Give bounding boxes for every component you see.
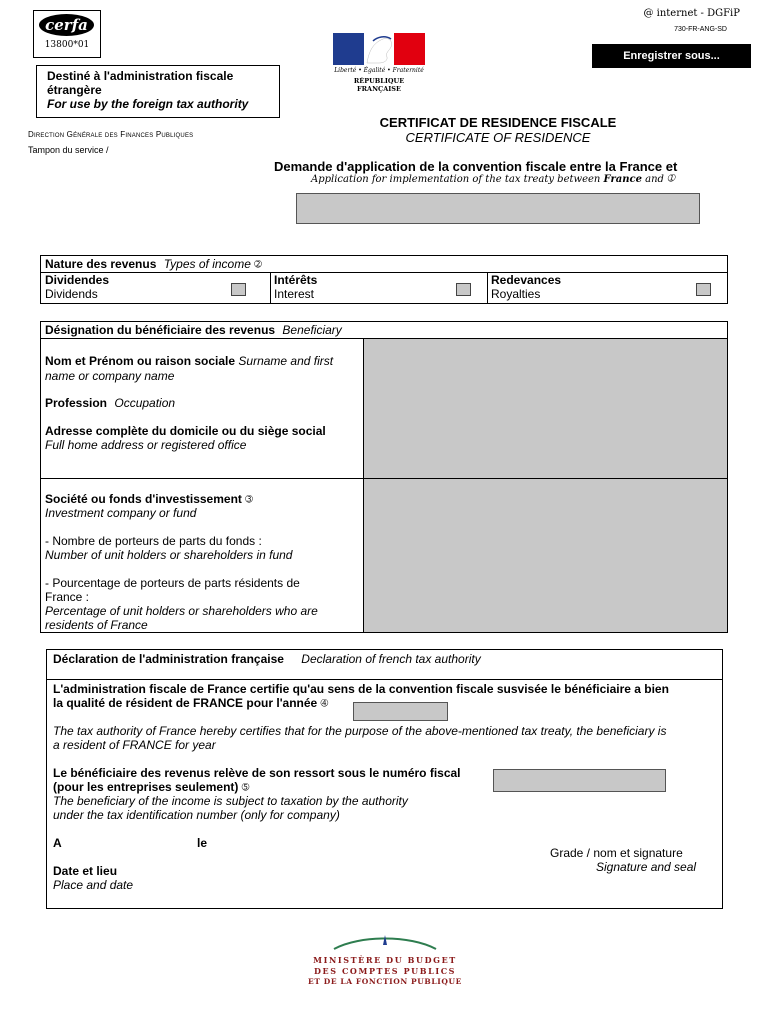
date-place-label-en: Place and date (53, 878, 134, 892)
certify-en-1: The tax authority of France hereby certifies that for the purpose of the above-mentioned tax treaty, the beneficiary is (53, 724, 667, 738)
grade-label: Grade / nom et signature (550, 846, 683, 860)
royalties-label-fr: Redevances (491, 273, 562, 287)
beneficiary-fund-input[interactable] (364, 479, 727, 632)
form-code: 730-FR-ANG-SD (674, 26, 727, 33)
percentage-label-en-2: residents of France (45, 618, 148, 632)
interest-label-en: Interest (274, 287, 315, 301)
name-label-en-1: Surname and first (238, 354, 334, 368)
demande-en-text: Application for implementation of the tax treaty between (311, 174, 601, 185)
note-1-marker: ➀ (667, 174, 675, 184)
name-label-en-2: name or company name (45, 369, 175, 383)
beneficiary-identity-input[interactable] (364, 339, 727, 478)
percentage-label-en-1: Percentage of unit holders or shareholders who are (45, 604, 318, 618)
year-input[interactable] (353, 702, 448, 721)
cerfa-oval: cerfa (39, 14, 94, 36)
fiscal-number-fr-2 (53, 780, 249, 794)
date-place-label-fr: Date et lieu (53, 864, 118, 878)
note-4-marker: ➃ (320, 698, 329, 708)
note-3-marker: ➂ (245, 494, 253, 504)
interest-label-fr: Intérêts (274, 273, 318, 287)
income-col-divider-2 (487, 272, 488, 303)
ministry-line-2: DES COMPTES PUBLICS (313, 966, 457, 976)
french-flag-icon (333, 33, 425, 65)
save-as-button[interactable]: Enregistrer sous... (592, 44, 751, 68)
profession-label-en: Occupation (114, 396, 176, 410)
ministry-line-1: MINISTÈRE DU BUDGET (313, 955, 457, 965)
declaration-header (53, 652, 481, 666)
income-divider (41, 272, 727, 273)
address-label-fr: Adresse complète du domicile ou du siège social (45, 424, 326, 438)
destination-en: For use by the foreign tax authority (47, 97, 249, 111)
holders-label-en: Number of unit holders or shareholders in fund (45, 548, 293, 562)
dividends-label-fr: Dividendes (45, 273, 110, 287)
holders-label-fr: - Nombre de porteurs de parts du fonds : (45, 534, 262, 548)
fiscal-number-fr-2-text: (pour les entreprises seulement) (53, 780, 239, 794)
note-5-marker: ➄ (241, 782, 250, 792)
demande-fr: Demande d'application de la convention fiscale entre la France et (274, 159, 678, 174)
name-label-fr: Nom et Prénom ou raison sociale (45, 354, 236, 368)
title-fr: CERTIFICAT DE RESIDENCE FISCALE (379, 115, 617, 130)
interest-checkbox[interactable] (456, 283, 471, 296)
certify-fr-1: L'administration fiscale de France certifie qu'au sens de la convention fiscale susvisée le bénéficiaire a bien (53, 682, 669, 696)
beneficiary-header (45, 323, 342, 337)
dividends-label-en: Dividends (45, 287, 98, 301)
demande-en-and: and (645, 174, 664, 185)
destination-fr-2: étrangère (47, 83, 102, 97)
tampon-label: Tampon du service / (28, 145, 109, 155)
royalties-checkbox[interactable] (696, 283, 711, 296)
address-label-en: Full home address or registered office (45, 438, 247, 452)
fund-label (45, 492, 253, 506)
ministry-logo (300, 933, 470, 993)
certify-en-2: a resident of FRANCE for year (53, 738, 216, 752)
fiscal-number-en-2: under the tax identification number (only for company) (53, 808, 340, 822)
income-section (40, 255, 728, 304)
fund-label-fr: Société ou fonds d'investissement (45, 492, 242, 506)
fund-label-en: Investment company or fund (45, 506, 197, 520)
declaration-section (46, 649, 723, 909)
demande-en-france: France (603, 174, 642, 185)
declaration-divider (47, 679, 722, 680)
income-header-fr: Nature des revenus (45, 257, 157, 271)
beneficiary-header-fr: Désignation du bénéficiaire des revenus (45, 323, 276, 337)
fiscal-number-en-1: The beneficiary of the income is subject to taxation by the authority (53, 794, 408, 808)
demande-en (311, 174, 675, 185)
fiscal-number-fr-1: Le bénéficiaire des revenus relève de son ressort sous le numéro fiscal (53, 766, 461, 780)
cerfa-logo (33, 10, 101, 58)
title-en: CERTIFICATE OF RESIDENCE (405, 130, 591, 145)
date-le-label: le (197, 836, 208, 850)
marianne-logo (331, 33, 427, 93)
certify-fr-2 (53, 696, 328, 710)
destination-fr-1: Destiné à l'administration fiscale (47, 69, 234, 83)
name-label (45, 354, 333, 368)
destination-box (36, 65, 280, 118)
profession-label (45, 396, 175, 410)
motto: Liberté • Égalité • Fraternité (334, 67, 424, 74)
signature-label: Signature and seal (596, 860, 697, 874)
percentage-label-fr-2: France : (45, 590, 90, 604)
declaration-header-fr: Déclaration de l'administration française (53, 652, 284, 666)
country-input[interactable] (296, 193, 700, 224)
fiscal-number-input[interactable] (493, 769, 666, 792)
note-2-marker: ➁ (254, 259, 262, 269)
republic-label: RÉPUBLIQUE FRANÇAISE (353, 77, 405, 93)
profession-label-fr: Profession (45, 396, 108, 410)
royalties-label-en: Royalties (491, 287, 541, 301)
income-col-divider-1 (270, 272, 271, 303)
income-header-en: Types of income (163, 257, 251, 271)
beneficiary-section (40, 321, 728, 633)
ministry-arc-icon (330, 933, 440, 951)
income-header (45, 257, 262, 271)
dividends-checkbox[interactable] (231, 283, 246, 296)
certify-fr-2-text: la qualité de résident de FRANCE pour l'année (53, 696, 318, 710)
beneficiary-header-en: Beneficiary (282, 323, 342, 337)
place-a-label: A (53, 836, 62, 850)
percentage-label-fr-1: - Pourcentage de porteurs de parts résidents de (45, 576, 300, 590)
dgfip-label: Direction Générale des Finances Publiques (28, 130, 194, 139)
declaration-header-en: Declaration of french tax authority (301, 652, 481, 666)
internet-label: @ internet - DGFiP (643, 8, 740, 19)
ministry-line-3: ET DE LA FONCTION PUBLIQUE (308, 977, 462, 986)
cerfa-number: 13800*01 (44, 40, 90, 50)
